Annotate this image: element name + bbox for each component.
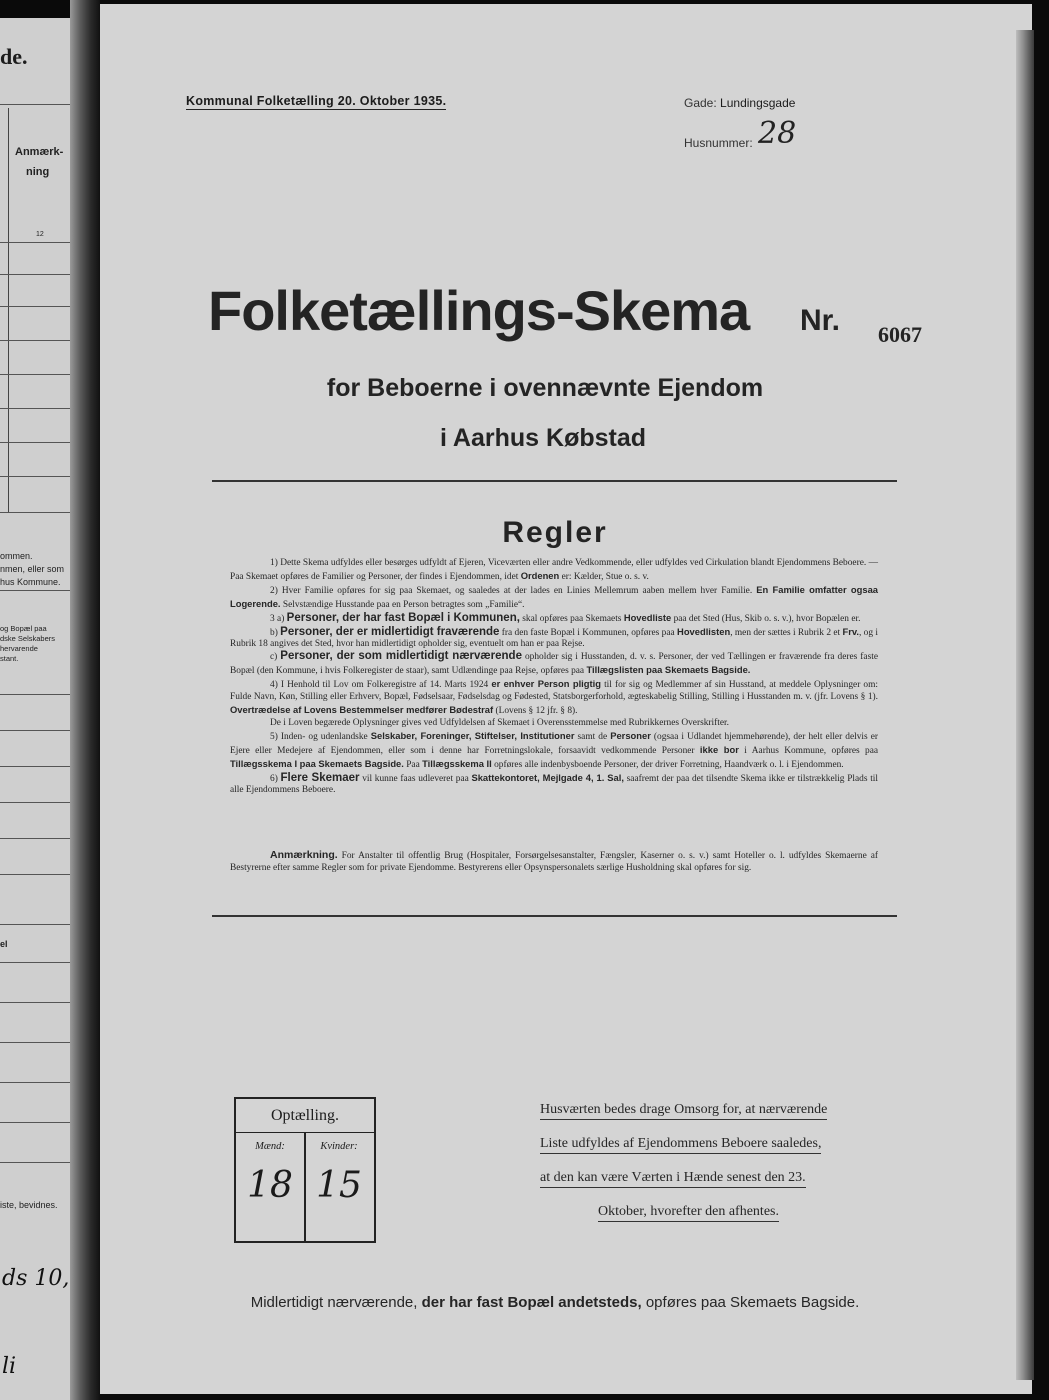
rule-4: 4) I Henhold til Lov om Folkeregistre af 14. Marts 1924 er enhver Person pligtig til for sig og Medlemmer af sin Husstand, at meddele Oplysninger om: Fulde Navn, Køn, Stilling eller Erhverv, Bopæl, Fødselsaar, Fødselsdag og Fødested, Statsborgerforhold, ægteskabelig Stilling, Stilling i Husstanden m. v. (jfr. Lovens § 1). Overtrædelse af Lovens Bestemmelser medfører Bødestraf (Lovens § 12 jfr. § 8). bbox=[230, 678, 879, 716]
left-page-rule bbox=[0, 730, 70, 731]
left-page-fragment: og Bopæl paa bbox=[0, 624, 47, 633]
left-page-rule bbox=[0, 694, 70, 695]
left-page-fragment: dske Selskabers bbox=[0, 634, 56, 643]
divider bbox=[212, 480, 897, 482]
rule-1: 1) Dette Skema udfyldes eller besørges udfyldt af Ejeren, Viceværten eller andre Vedkommende, eller udfyldes ved Cirkulation blandt Ejendommens Beboere. — Paa Skemaet opføres de Familier og Personer, der findes i Ejendommen, idet Ordenen er: Kælder, Stue o. s. v. bbox=[230, 558, 878, 582]
left-page-rule bbox=[0, 590, 70, 591]
left-page-strip bbox=[0, 18, 70, 1400]
count-box bbox=[234, 1097, 376, 1243]
left-page-rule bbox=[0, 1082, 70, 1083]
men-label: Mænd: bbox=[255, 1141, 285, 1152]
left-page-fragment: iste, bevidnes. bbox=[0, 1200, 58, 1210]
left-page-fragment: hervarende bbox=[0, 644, 38, 653]
note-label: Anmærkning. bbox=[270, 849, 338, 861]
left-page-handwriting: li bbox=[2, 1354, 17, 1379]
left-page-fragment: stant. bbox=[0, 654, 19, 663]
left-page-rule bbox=[0, 1042, 70, 1043]
left-page-rule bbox=[0, 306, 70, 307]
left-page-handwriting: ds 10, bbox=[2, 1266, 70, 1291]
left-page-rule bbox=[0, 1002, 70, 1003]
left-page-fragment: el bbox=[0, 939, 8, 949]
notice-line: Oktober, hvorefter den afhentes. bbox=[598, 1204, 779, 1222]
left-page-rule bbox=[0, 924, 70, 925]
rule-5: 5) Inden- og udenlandske Selskaber, Foreninger, Stiftelser, Institutioner samt de Personer (ogsaa i Udlandet hjemmehørende), der helt eller delvis er Ejere eller Medejere af Ejendommen, eller som i denne har Forretningslokale, forsaavidt vedkommende Personer ikke bor i Aarhus Kommune, opføres paa Tillægsskema I paa Skemaets Bagside. Paa Tillægsskema II opføres alle indenbysboende Personer, der driver Forretning, Haandværk o. l. i Ejendommen. bbox=[230, 729, 879, 770]
note-text: For Anstalter til offentlig Brug (Hospitaler, Forsørgelsesanstalter, Fængsler, Kaserner o. s. v.) samt Hoteller o. l. udfyldes Skemaerne af Bestyrerne efter samme Regler som for private Ejendomme. Bestyrerens eller Opsynspersonalets særlige Husholdning skal opføres for sig. bbox=[230, 851, 878, 873]
rules-heading: Regler bbox=[502, 516, 608, 549]
page-edge bbox=[1016, 30, 1034, 1380]
note-paragraph bbox=[230, 850, 878, 875]
rule-3a: 3 a) Personer, der har fast Bopæl i Kommunen, skal opføres paa Skemaets Hovedliste paa det Sted (Hus, Skib o. s. v.), hvor Bopælen er. bbox=[270, 611, 861, 624]
left-page-rule bbox=[0, 1122, 70, 1123]
form-title: Folketællings-Skema bbox=[208, 279, 750, 342]
street-label: Gade: bbox=[684, 96, 717, 110]
left-page-col-number: 12 bbox=[36, 231, 44, 238]
rule-3c: c) Personer, der som midlertidigt nærværende opholder sig i Husstanden, d. v. s. Personer, der ved Tællingen er fraværende fra deres faste Bopæl (den Kommune, i hvis Folkeregister de staar), samt Udlændinge paa Rejse, opføres paa Tillægslisten paa Skemaets Bagside. bbox=[230, 650, 878, 677]
street-value: Lundingsgade bbox=[720, 96, 796, 110]
left-page-rule bbox=[0, 274, 70, 275]
divider bbox=[212, 915, 897, 917]
left-page-rule bbox=[0, 766, 70, 767]
census-title: Kommunal Folketælling 20. Oktober 1935. bbox=[186, 94, 447, 108]
left-page-rule bbox=[0, 476, 70, 477]
left-page-column-line bbox=[8, 108, 9, 513]
left-page-rule bbox=[0, 874, 70, 875]
book-gutter bbox=[70, 0, 100, 1400]
left-page-fragment: nmen, eller som bbox=[0, 564, 65, 574]
left-page-fragment: hus Kommune. bbox=[0, 577, 61, 587]
notice-line: Liste udfyldes af Ejendommens Beboere saaledes, bbox=[540, 1136, 821, 1154]
notice-line: Husværten bedes drage Omsorg for, at nærværende bbox=[540, 1102, 827, 1120]
rule-3b: b) Personer, der er midlertidigt fraværende fra den faste Bopæl i Kommunen, opføres paa Hovedlisten, men der sættes i Rubrik 2 et Frv., og i Rubrik 18 angives det Sted, hvor han midlertidigt opholder sig, eventuelt om han er paa Rejse. bbox=[230, 625, 879, 650]
form-subtitle-city: i Aarhus Købstad bbox=[439, 424, 647, 452]
left-page-rule bbox=[0, 512, 70, 513]
left-page-rule bbox=[0, 242, 70, 243]
left-page-rule bbox=[0, 962, 70, 963]
rule-4b: De i Loven begærede Oplysninger gives ved Udfyldelsen af Skemaet i Overensstemmelse med Rubrikkernes Overskrifter. bbox=[270, 717, 729, 728]
left-page-rule bbox=[0, 408, 70, 409]
left-page-rule bbox=[0, 442, 70, 443]
form-number-value: 6067 bbox=[878, 322, 922, 347]
left-page-rule bbox=[0, 838, 70, 839]
left-page-rule bbox=[0, 374, 70, 375]
left-page-col-header: ning bbox=[26, 166, 50, 178]
rule-6: 6) Flere Skemaer vil kunne faas udleveret paa Skattekontoret, Mejlgade 4, 1. Sal, saafremt der paa det tilsendte Skema ikke er tilstrækkelig Plads til alle Ejendommens Beboere. bbox=[230, 771, 879, 796]
rules-text bbox=[230, 558, 878, 797]
notice-line: at den kan være Værten i Hænde senest den 23. bbox=[540, 1170, 806, 1188]
left-page-col-header: Anmærk- bbox=[15, 146, 64, 158]
house-number-value: 28 bbox=[758, 116, 797, 151]
left-page-rule bbox=[0, 802, 70, 803]
house-number-label: Husnummer: bbox=[684, 136, 753, 150]
rule-2: 2) Hver Familie opføres for sig paa Skemaet, og saaledes at der lades en Linies Mellemrum aaben mellem hver Familie. En Familie omfatter ogsaa Logerende. Selvstændige Husstande paa en Person betragtes som „Familie“. bbox=[230, 583, 878, 610]
women-count: 15 bbox=[316, 1165, 362, 1206]
left-page-rule bbox=[0, 340, 70, 341]
census-form-page bbox=[100, 4, 1032, 1394]
men-count: 18 bbox=[247, 1165, 293, 1206]
left-page-heading: de. bbox=[0, 44, 28, 69]
form-subtitle: for Beboerne i ovennævnte Ejendom bbox=[326, 374, 764, 402]
footer-instruction: Midlertidigt nærværende, der har fast Bopæl andetsteds, opføres paa Skemaets Bagside. bbox=[250, 1294, 860, 1311]
left-page-fragment: ommen. bbox=[0, 551, 33, 561]
left-page-rule bbox=[0, 104, 70, 105]
left-page-rule bbox=[0, 1162, 70, 1163]
street-field bbox=[684, 96, 795, 110]
women-label: Kvinder: bbox=[320, 1141, 358, 1152]
count-title: Optælling. bbox=[236, 1099, 374, 1133]
form-number-label: Nr. bbox=[800, 304, 841, 337]
